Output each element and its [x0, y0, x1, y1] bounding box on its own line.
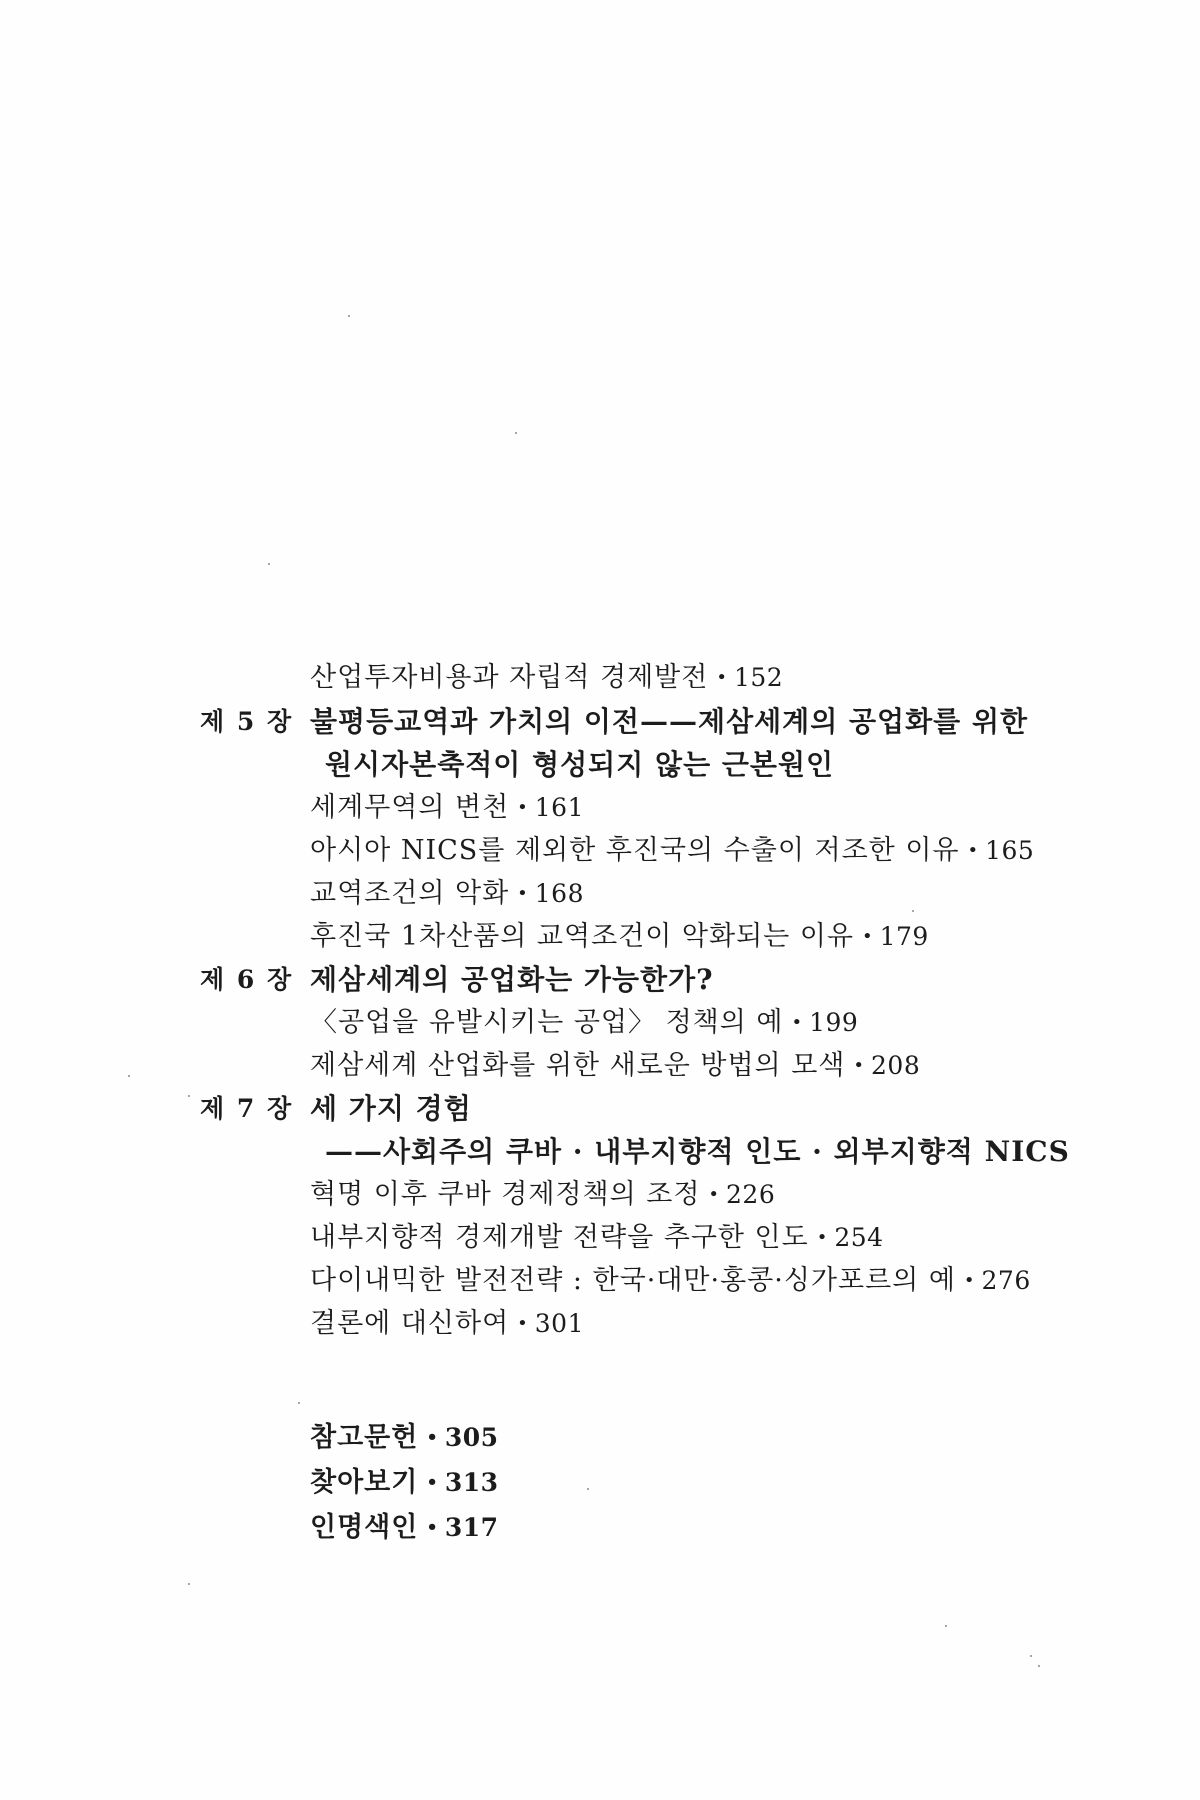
scan-speck: [1030, 1655, 1032, 1657]
toc-entry-title: 참고문헌: [310, 1422, 419, 1453]
bullet-icon: •: [517, 797, 529, 818]
chapter-heading-continued: ——사회주의 쿠바 · 내부지향적 인도 · 외부지향적 NICS: [325, 1135, 1070, 1168]
toc-entry-page: 199: [809, 1008, 859, 1037]
bullet-icon: •: [716, 667, 728, 688]
toc-entry-page: 317: [444, 1513, 499, 1542]
bullet-icon: •: [861, 926, 874, 947]
toc-entry: [310, 1420, 499, 1456]
chapter-label: 제 5 장: [200, 707, 294, 736]
chapter-heading: 불평등교역과 가치의 이전——제삼세계의 공업화를 위한: [310, 705, 1029, 738]
toc-entry-page: 168: [534, 879, 584, 908]
bullet-icon: •: [816, 1227, 829, 1248]
scan-speck: [188, 1583, 190, 1585]
toc-entry-title: 아시아 NICS를 제외한 후진국의 수출이 저조한 이유: [310, 835, 960, 866]
chapter-label: 제 7 장: [200, 1094, 294, 1123]
toc-entry-title: 제삼세계 산업화를 위한 새로운 방법의 모색: [310, 1050, 846, 1081]
toc-entry-page: 165: [985, 836, 1035, 865]
chapter-heading-continued: 원시자본축적이 형성되지 않는 근본원인: [325, 748, 835, 781]
toc-entry-title: 결론에 대신하여: [310, 1308, 510, 1339]
bullet-icon: •: [426, 1517, 439, 1538]
bullet-icon: •: [517, 883, 529, 904]
toc-entry: [310, 1465, 499, 1501]
scan-speck: [188, 1095, 190, 1097]
bullet-icon: •: [517, 1313, 529, 1334]
toc-entry-title: 후진국 1차산품의 교역조건이 악화되는 이유: [310, 921, 854, 952]
bullet-icon: •: [708, 1184, 721, 1205]
toc-entry: [310, 790, 584, 826]
toc-entry-page: 161: [534, 793, 584, 822]
toc-entry-title: 혁명 이후 쿠바 경제정책의 조정: [310, 1179, 701, 1210]
scan-speck: [298, 1402, 300, 1404]
bullet-icon: •: [853, 1055, 866, 1076]
toc-entry-page: 254: [834, 1223, 884, 1252]
scan-speck: [128, 1075, 130, 1077]
chapter-heading: 세 가지 경험: [310, 1092, 472, 1125]
bullet-icon: •: [967, 840, 980, 861]
toc-entry-title: 〈공업을 유발시키는 공업〉 정책의 예: [310, 1007, 784, 1038]
chapter-heading: 제삼세계의 공업화는 가능한가?: [310, 963, 714, 996]
toc-entry-page: 313: [444, 1468, 499, 1497]
toc-entry: [310, 1005, 858, 1041]
toc-entry-title: 내부지향적 경제개발 전략을 추구한 인도: [310, 1222, 809, 1253]
scan-speck: [587, 1488, 589, 1490]
scan-speck: [348, 315, 350, 317]
toc-entry-title: 인명색인: [310, 1512, 419, 1543]
toc-entry: [310, 660, 783, 696]
toc-entry: [310, 1263, 1031, 1299]
toc-entry: [310, 876, 584, 912]
toc-entry-page: 179: [879, 922, 929, 951]
toc-entry-title: 찾아보기: [310, 1467, 419, 1498]
toc-entry: [310, 1048, 920, 1084]
toc-entry: [310, 919, 929, 955]
toc-entry: [310, 833, 1034, 869]
toc-entry: [310, 1177, 775, 1213]
toc-entry: [310, 1510, 499, 1546]
toc-entry-page: 276: [981, 1266, 1031, 1295]
toc-entry-page: 301: [534, 1309, 584, 1338]
toc-entry: [310, 1220, 884, 1256]
toc-entry-page: 152: [733, 663, 784, 692]
bullet-icon: •: [426, 1427, 439, 1448]
bullet-icon: •: [791, 1012, 804, 1033]
toc-entry: [310, 1306, 584, 1342]
toc-entry-title: 다이내믹한 발전전략 : 한국·대만·홍콩·싱가포르의 예: [310, 1265, 956, 1296]
toc-entry-title: 산업투자비용과 자립적 경제발전: [310, 662, 709, 693]
scan-speck: [1038, 1665, 1040, 1667]
scan-speck: [515, 432, 517, 434]
bullet-icon: •: [963, 1270, 976, 1291]
scan-speck: [945, 1625, 947, 1627]
bullet-icon: •: [426, 1472, 439, 1493]
chapter-label: 제 6 장: [200, 965, 294, 994]
toc-entry-title: 세계무역의 변천: [310, 792, 510, 823]
toc-entry-page: 208: [871, 1051, 921, 1080]
scan-speck: [268, 563, 270, 565]
scan-speck: [912, 910, 914, 912]
toc-entry-page: 226: [726, 1180, 776, 1209]
toc-entry-page: 305: [444, 1423, 499, 1452]
toc-entry-title: 교역조건의 악화: [310, 878, 510, 909]
